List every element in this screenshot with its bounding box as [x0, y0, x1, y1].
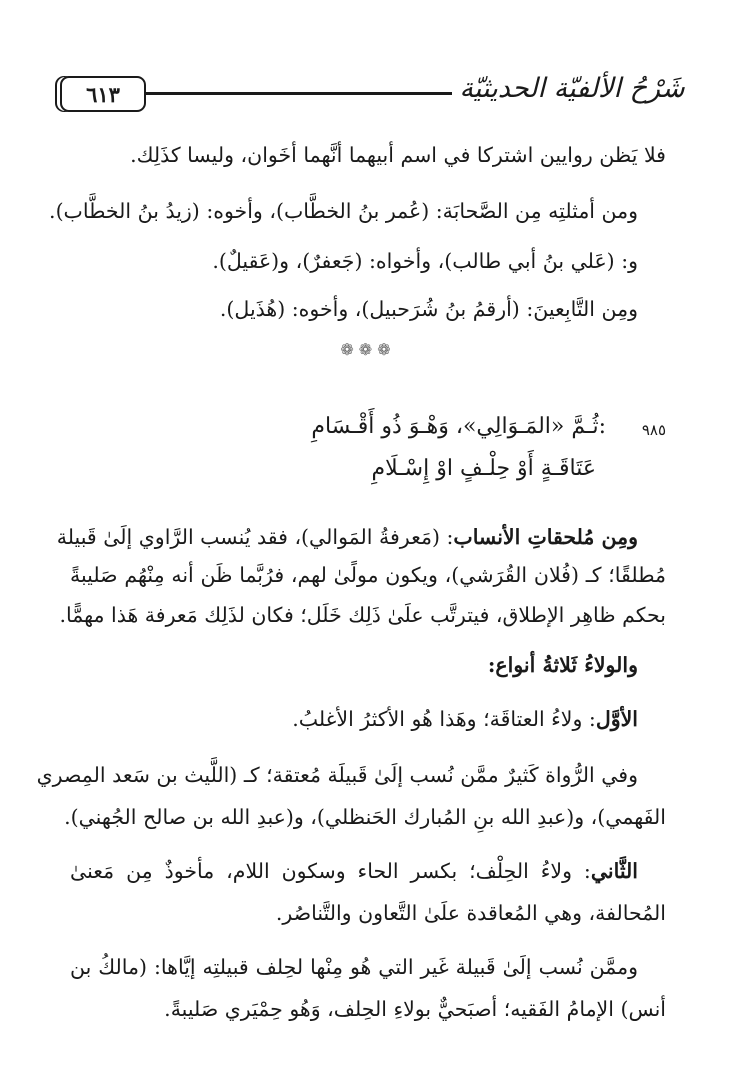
example-line: ومن أمثلتِه مِن الصَّحابَة: (عُمر بنُ الخطَّاب)، وأخوه: (زيدُ بنُ الخطَّاب).: [49, 199, 638, 223]
commentary-text: : ولاءُ العتاقَة؛ وهَذا هُو الأكثرُ الأغلبُ.: [292, 707, 596, 731]
verse-number: ٩٨٥: [641, 421, 666, 439]
commentary-line: المُحالفة، وهي المُعاقدة علَىٰ التَّعاون والتَّناصُر.: [275, 901, 666, 925]
example-line: و: (عَلي بنُ أبي طالب)، وأخواه: (جَعفرٌ)، و(عَقيلٌ).: [212, 249, 638, 273]
commentary-line: الفَهمي)، و(عبدِ الله بنِ المُبارك الحَنظلي)، و(عبدِ الله بن صالح الجُهني).: [64, 805, 666, 829]
commentary-line: أنس) الإمامُ الفَقيه؛ أصبَحيٌّ بولاءِ الحِلف، وَهُو حِمْيَري صَليبةً.: [164, 997, 666, 1021]
section-separator: ❁❁❁: [340, 340, 396, 359]
commentary-line: وممَّن نُسب إلَىٰ قَبيلة غَير التي هُو مِنْها لحِلف قبيلتِه إيَّاها: (مالكُ بن: [70, 955, 638, 979]
first-type-label: الأوَّل: [595, 707, 638, 731]
commentary-line: وفي الرُّواة كَثيرٌ ممَّن نُسب إلَىٰ قَبيلَة مُعتقة؛ كـ (اللَّيث بن سَعد المِصري: [36, 763, 638, 787]
types-heading: والولاءُ ثَلاثةُ أنواع:: [487, 653, 638, 677]
second-type-label: الثَّاني: [590, 859, 638, 883]
commentary-line: [70, 704, 666, 734]
commentary-line: [56, 522, 666, 552]
commentary-line: مُطلقًا؛ كـ (فُلان القُرَشي)، ويكون مولًىٰ لهم، فرُبَّما ظَن أنه مِنْهُم صَليبةً: [70, 563, 666, 587]
page-number: ٦١٣: [60, 76, 146, 112]
section-lead: ومِن مُلحقاتِ الأنساب: [453, 525, 638, 549]
intro-line: فلا يَظن روايين اشتركا في اسم أبيهما أنَّهما أخَوان، وليسا كذَلِك.: [130, 143, 666, 167]
example-line: ومِن التَّابِعينَ: (أرقمُ بنُ شُرَحبيل)، وأخوه: (هُذَيل).: [219, 297, 638, 321]
book-title: شَرْحُ الألفيّة الحديثيّة: [459, 72, 685, 104]
commentary-text: : (مَعرفةُ المَوالي)، فقد يُنسب الرَّاوي إلَىٰ قَبيلة: [56, 525, 454, 549]
verse-line: ثُـمَّ «المَـوَالِي»، وَهْـوَ ذُو أَقْـسَامِ:: [311, 414, 606, 439]
commentary-text: : ولاءُ الحِلْف؛ بكسر الحاء وسكون اللام، مأخوذٌ مِن مَعنىٰ: [70, 859, 591, 883]
commentary-line: بحكم ظاهِر الإطلاق، فيترتَّب علَىٰ ذَلِك خَلَل؛ فكان لذَلِك مَعرفة هَذا مهمًّا.: [59, 603, 666, 627]
verse-line: عَتَاقَـةٍ أَوْ حِلْـفٍ اوْ إِسْـلَامِ: [371, 456, 596, 481]
commentary-line: [70, 856, 666, 886]
page-body: [36, 0, 666, 1090]
